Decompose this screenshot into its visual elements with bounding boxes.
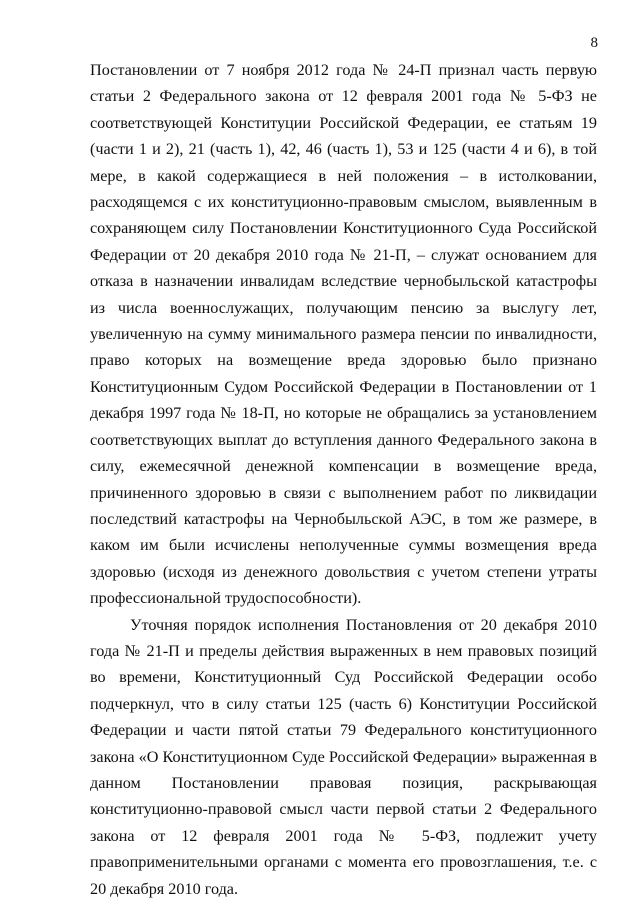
paragraph-continuation: Постановлении от 7 ноября 2012 года № 24-П признал часть первую статьи 2 Федерального закона от 12 февраля 2001 года № 5-ФЗ не соответствующей Конституции Российской Федерации, ее статьям 19 (части 1 и 2), 21 (часть 1), 42, 46 (часть 1), 53 и 125 (части 4 и 6), в той мере, в какой содержащиеся в ней положения – в истолковании, расходящемся с их конституционно-правовым смыслом, выявленным в сохраняющем силу Постановлении Конституционного Суда Российской Федерации от 20 декабря 2010 года № 21-П, – служат основанием для отказа в назначении инвалидам вследствие чернобыльской катастрофы из числа военнослужащих, получающим пенсию за выслугу лет, увеличенную на сумму минимального размера пенсии по инвалидности, право которых на возмещение вреда здоровью было признано Конституционным Судом Российской Федерации в Постановлении от 1 декабря 1997 года № 18-П, но которые не обращались за установлением соответствующих выплат до вступления данного Федерального закона в силу, ежемесячной денежной компенсации в возмещение вреда, причиненного здоровью в связи с выполнением работ по ликвидации последствий катастрофы на Чернобыльской АЭС, в том же размере, в каком им были исчислены неполученные суммы возмещения вреда здоровью (исходя из денежного довольствия с учетом степени утраты профессиональной трудоспособности).: [90, 61, 597, 608]
paragraph-clarification: Уточняя порядок исполнения Постановления от 20 декабря 2010 года № 21-П и пределы действия выраженных в нем правовых позиций во времени, Конституционный Суд Российской Федерации особо подчеркнул, что в силу статьи 125 (часть 6) Конституции Российской Федерации и части пятой статьи 79 Федерального конституционного закона «О Конституционном Суде Российской Федерации» выраженная в данном Постановлении правовая позиция, раскрывающая конституционно-правовой смысл части первой статьи 2 Федерального закона от 12 февраля 2001 года № 5-ФЗ, подлежит учету правоприменительными органами с момента его провозглашения, т.е. с 20 декабря 2010 года.: [90, 615, 597, 898]
document-body: [90, 57, 597, 902]
page-number: 8: [590, 35, 598, 51]
